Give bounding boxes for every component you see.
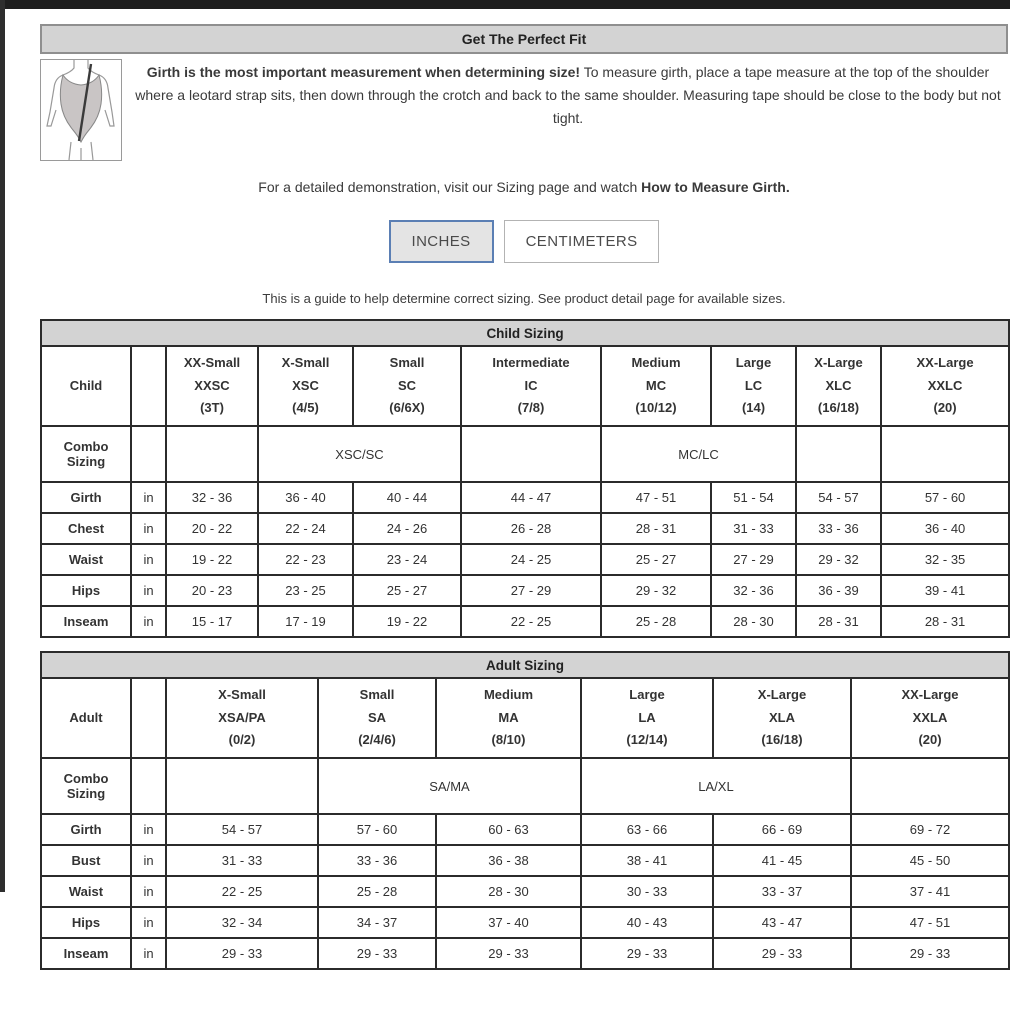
size-range-cell: 23 - 25 [258, 575, 353, 606]
size-range-cell: 23 - 24 [353, 544, 461, 575]
adult-sizing-table [40, 651, 1010, 970]
combo-sizing-label: Combo Sizing [41, 758, 131, 814]
measurement-row-label: Chest [41, 513, 131, 544]
size-range-cell: 41 - 45 [713, 845, 851, 876]
unit-cell: in [131, 938, 166, 969]
size-column-header: Large LA (12/14) [581, 678, 713, 758]
size-column-header: XX-Large XXLC (20) [881, 346, 1009, 426]
combo-size-cell [851, 758, 1009, 814]
size-range-cell: 27 - 29 [711, 544, 796, 575]
measurement-row-label: Hips [41, 907, 131, 938]
size-range-cell: 25 - 28 [318, 876, 436, 907]
combo-sizing-label: Combo Sizing [41, 426, 131, 482]
size-range-cell: 19 - 22 [166, 544, 258, 575]
combo-size-cell [461, 426, 601, 482]
size-column-header: Large LC (14) [711, 346, 796, 426]
size-range-cell: 22 - 25 [166, 876, 318, 907]
size-range-cell: 15 - 17 [166, 606, 258, 637]
unit-cell: in [131, 482, 166, 513]
size-range-cell: 24 - 25 [461, 544, 601, 575]
size-range-cell: 47 - 51 [601, 482, 711, 513]
size-range-cell: 28 - 31 [881, 606, 1009, 637]
size-range-cell: 54 - 57 [166, 814, 318, 845]
size-range-cell: 22 - 25 [461, 606, 601, 637]
size-range-cell: 20 - 23 [166, 575, 258, 606]
size-range-cell: 28 - 30 [711, 606, 796, 637]
measurement-row-label: Hips [41, 575, 131, 606]
size-range-cell: 29 - 33 [581, 938, 713, 969]
combo-size-cell [166, 758, 318, 814]
size-range-cell: 25 - 28 [601, 606, 711, 637]
size-range-cell: 36 - 38 [436, 845, 581, 876]
size-range-cell: 54 - 57 [796, 482, 881, 513]
size-range-cell: 20 - 22 [166, 513, 258, 544]
size-column-header: XX-Large XXLA (20) [851, 678, 1009, 758]
size-range-cell: 45 - 50 [851, 845, 1009, 876]
top-border-bar [0, 0, 1010, 9]
size-range-cell: 27 - 29 [461, 575, 601, 606]
size-range-cell: 25 - 27 [353, 575, 461, 606]
size-range-cell: 57 - 60 [881, 482, 1009, 513]
size-range-cell: 51 - 54 [711, 482, 796, 513]
measurement-row-label: Girth [41, 482, 131, 513]
size-range-cell: 22 - 24 [258, 513, 353, 544]
size-range-cell: 66 - 69 [713, 814, 851, 845]
combo-size-cell: MC/LC [601, 426, 796, 482]
girth-instructions-bold: Girth is the most important measurement when determining size! [146, 64, 581, 80]
size-range-cell: 69 - 72 [851, 814, 1009, 845]
size-range-cell: 28 - 31 [796, 606, 881, 637]
child-sizing-table [40, 319, 1010, 638]
combo-size-cell: LA/XL [581, 758, 851, 814]
page-title: Get The Perfect Fit [40, 24, 1008, 54]
demo-note-prefix: For a detailed demonstration, visit our Sizing page and watch [258, 179, 642, 195]
size-range-cell: 33 - 37 [713, 876, 851, 907]
size-range-cell: 24 - 26 [353, 513, 461, 544]
girth-intro-section [40, 59, 1008, 161]
size-column-header: Medium MC (10/12) [601, 346, 711, 426]
unit-cell: in [131, 575, 166, 606]
measurement-row-label: Inseam [41, 606, 131, 637]
size-range-cell: 37 - 41 [851, 876, 1009, 907]
girth-instructions-rest: To measure girth, place a tape measure at the top of the shoulder where a leotard strap sits, then down through the crotch and back to the same shoulder. Measuring tape should be close to the body but not tight. [135, 64, 1001, 127]
size-range-cell: 47 - 51 [851, 907, 1009, 938]
size-range-cell: 29 - 33 [713, 938, 851, 969]
size-range-cell: 57 - 60 [318, 814, 436, 845]
measurement-row-label: Waist [41, 876, 131, 907]
size-range-cell: 32 - 36 [166, 482, 258, 513]
measurement-row-label: Inseam [41, 938, 131, 969]
unit-header-cell [131, 346, 166, 426]
size-range-cell: 28 - 31 [601, 513, 711, 544]
size-range-cell: 26 - 28 [461, 513, 601, 544]
girth-instructions [122, 59, 1008, 161]
size-range-cell: 36 - 39 [796, 575, 881, 606]
size-range-cell: 60 - 63 [436, 814, 581, 845]
size-range-cell: 37 - 40 [436, 907, 581, 938]
size-range-cell: 32 - 36 [711, 575, 796, 606]
unit-cell [131, 426, 166, 482]
combo-size-cell [881, 426, 1009, 482]
measurement-row-label: Bust [41, 845, 131, 876]
size-range-cell: 36 - 40 [258, 482, 353, 513]
group-label: Adult [41, 678, 131, 758]
size-range-cell: 43 - 47 [713, 907, 851, 938]
size-range-cell: 40 - 43 [581, 907, 713, 938]
size-range-cell: 63 - 66 [581, 814, 713, 845]
size-range-cell: 25 - 27 [601, 544, 711, 575]
leotard-girth-diagram [40, 59, 122, 161]
size-range-cell: 29 - 33 [436, 938, 581, 969]
size-column-header: Medium MA (8/10) [436, 678, 581, 758]
size-range-cell: 44 - 47 [461, 482, 601, 513]
size-range-cell: 33 - 36 [318, 845, 436, 876]
demo-note [40, 179, 1008, 195]
unit-cell: in [131, 876, 166, 907]
combo-size-cell: SA/MA [318, 758, 581, 814]
unit-cell: in [131, 513, 166, 544]
unit-cell: in [131, 606, 166, 637]
combo-size-cell [166, 426, 258, 482]
unit-cell [131, 758, 166, 814]
demo-note-bold: How to Measure Girth. [641, 179, 790, 195]
size-range-cell: 29 - 32 [601, 575, 711, 606]
size-range-cell: 40 - 44 [353, 482, 461, 513]
size-range-cell: 28 - 30 [436, 876, 581, 907]
inches-button[interactable]: INCHES [389, 220, 494, 263]
size-range-cell: 17 - 19 [258, 606, 353, 637]
size-range-cell: 31 - 33 [711, 513, 796, 544]
size-column-header: X-Small XSC (4/5) [258, 346, 353, 426]
size-range-cell: 32 - 34 [166, 907, 318, 938]
unit-cell: in [131, 814, 166, 845]
combo-size-cell: XSC/SC [258, 426, 461, 482]
size-column-header: Small SC (6/6X) [353, 346, 461, 426]
size-range-cell: 30 - 33 [581, 876, 713, 907]
group-label: Child [41, 346, 131, 426]
centimeters-button[interactable]: CENTIMETERS [504, 220, 660, 263]
table-caption: Child Sizing [41, 320, 1009, 346]
unit-toggle [40, 220, 1008, 263]
size-column-header: Intermediate IC (7/8) [461, 346, 601, 426]
unit-cell: in [131, 544, 166, 575]
size-range-cell: 39 - 41 [881, 575, 1009, 606]
size-range-cell: 29 - 32 [796, 544, 881, 575]
size-range-cell: 22 - 23 [258, 544, 353, 575]
measurement-row-label: Waist [41, 544, 131, 575]
size-column-header: X-Large XLA (16/18) [713, 678, 851, 758]
leotard-icon [41, 60, 121, 160]
guide-note: This is a guide to help determine correct sizing. See product detail page for available sizes. [262, 291, 786, 306]
unit-header-cell [131, 678, 166, 758]
left-border-strip [0, 0, 5, 892]
size-column-header: Small SA (2/4/6) [318, 678, 436, 758]
size-column-header: X-Small XSA/PA (0/2) [166, 678, 318, 758]
size-column-header: XX-Small XXSC (3T) [166, 346, 258, 426]
size-range-cell: 29 - 33 [166, 938, 318, 969]
combo-size-cell [796, 426, 881, 482]
size-range-cell: 29 - 33 [318, 938, 436, 969]
size-range-cell: 31 - 33 [166, 845, 318, 876]
size-range-cell: 33 - 36 [796, 513, 881, 544]
sizing-guide-page [40, 24, 1008, 970]
measurement-row-label: Girth [41, 814, 131, 845]
size-range-cell: 32 - 35 [881, 544, 1009, 575]
unit-cell: in [131, 907, 166, 938]
size-range-cell: 38 - 41 [581, 845, 713, 876]
size-range-cell: 29 - 33 [851, 938, 1009, 969]
table-caption: Adult Sizing [41, 652, 1009, 678]
unit-cell: in [131, 845, 166, 876]
size-column-header: X-Large XLC (16/18) [796, 346, 881, 426]
size-range-cell: 34 - 37 [318, 907, 436, 938]
size-range-cell: 36 - 40 [881, 513, 1009, 544]
size-range-cell: 19 - 22 [353, 606, 461, 637]
